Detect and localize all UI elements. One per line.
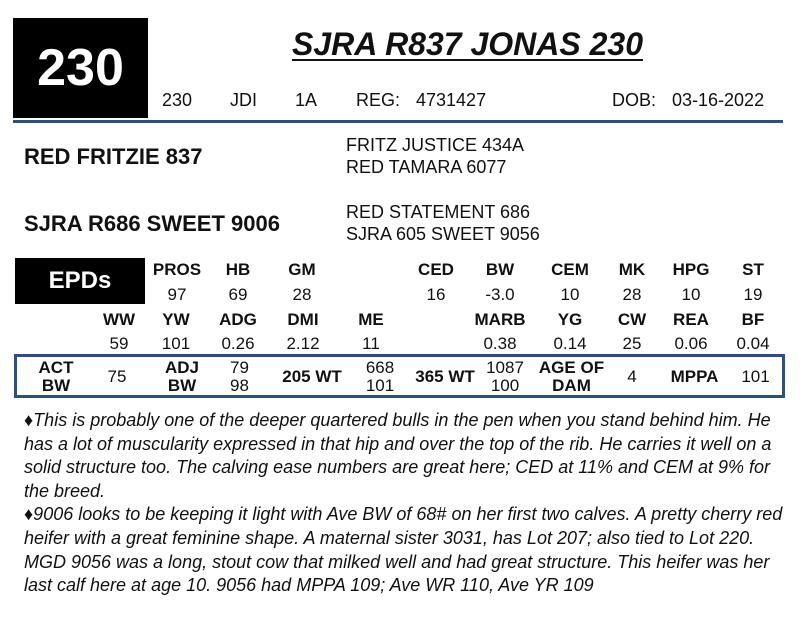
epd-ced-label: CED [418,260,454,279]
epd-hpg-value: 10 [681,285,701,304]
epd-yw-value: 101 [161,334,191,353]
epd-label-box [15,258,145,304]
epd-cem-value: 10 [560,285,580,304]
adj-bw-label-line2: BW [167,376,197,395]
epd-mk-label: MK [618,260,646,279]
sire-dam: RED TAMARA 6077 [346,157,507,177]
epd-label: EPDs [48,267,112,294]
adj-bw-ratio: 98 [230,376,249,395]
epd-hb-label: HB [225,260,251,279]
dob-label: DOB: [612,90,657,110]
act-bw-value: 75 [107,367,127,386]
epd-gm-label: GM [288,260,316,279]
epd-pros-label: PROS [152,260,202,279]
epd-rea-label: REA [673,310,709,329]
age-of-dam-label-line2: DAM [552,376,591,395]
dam-sire: RED STATEMENT 686 [346,202,531,222]
epd-pros-value: 97 [167,285,187,304]
epd-marb-value: 0.38 [483,334,517,353]
epd-hb-value: 69 [228,285,248,304]
act-bw-label-line2: BW [41,376,71,395]
comment-bull: ♦This is probably one of the deeper quartered bulls in the pen when you stand behind him. He has a lot of muscularity expressed in that hip and over the top of the rib. He carries it well on a solid structure too. The calving ease numbers are great here; CED at 11% and CEM at 9% for the breed. [24,410,772,501]
wt365-values [479,359,531,395]
wt365-ratio: 100 [490,376,520,395]
epd-st-value: 19 [743,285,763,304]
epd-hpg-label: HPG [672,260,710,279]
epd-marb-label: MARB [474,310,526,329]
epd-bf-value: 0.04 [736,334,770,353]
sire: RED FRITZIE 837 [24,144,203,169]
wt365-label: 365 WT [415,367,475,386]
act-bw-label-line1: ACT [38,358,74,377]
wt365-value: 1087 [486,358,524,377]
epd-adg-value: 0.26 [221,334,255,353]
wt205-values [355,359,405,395]
epd-yw-label: YW [162,310,190,329]
epd-dmi-label: DMI [287,310,319,329]
epd-cem-label: CEM [551,260,589,279]
lot-number: 230 [37,39,124,97]
dam-dam: SJRA 605 SWEET 9056 [346,224,540,244]
epd-ww-label: WW [102,310,136,329]
epd-cw-value: 25 [622,334,642,353]
owner: JDI [230,90,257,110]
adj-bw-value: 79 [230,358,249,377]
age-of-dam-label-line1: AGE OF [538,358,605,377]
epd-st-label: ST [742,260,764,279]
wt205-value: 668 [365,358,395,377]
animal-name: SJRA R837 JONAS 230 [292,26,643,62]
wt205-ratio: 101 [365,376,395,395]
epd-yg-value: 0.14 [553,334,587,353]
epd-cw-label: CW [617,310,647,329]
adj-bw-values [217,359,262,395]
comment-dam: ♦9006 looks to be keeping it light with Ave BW of 68# on her first two calves. A pretty cherry red heifer with a great feminine shape. A maternal sister 3031, has Lot 207; also tied to Lot 220. MGD 9056 was a long, stout cow that milked well and had great structure. This heifer was her last calf here at age 10. 9056 had MPPA 109; Ave WR 110, Ave YR 109 [24,504,783,596]
epd-gm-value: 28 [292,285,312,304]
tattoo: 230 [162,90,193,110]
adj-bw-label [157,359,207,395]
epd-mk-value: 28 [622,285,642,304]
comments [24,409,786,598]
reg-number: 4731427 [416,90,487,110]
act-bw-label [31,359,81,395]
epd-me-label: ME [358,310,384,329]
age-of-dam-value: 4 [627,367,637,386]
reg-label: REG: [356,90,401,110]
dam-parents [346,201,540,245]
dob-value: 03-16-2022 [672,90,765,110]
epd-dmi-value: 2.12 [286,334,320,353]
adj-bw-label-line1: ADJ [164,358,199,377]
lot-number-box [13,18,148,118]
epd-ww-value: 59 [109,334,129,353]
weights-box [14,354,785,398]
mppa-value: 101 [741,367,770,386]
epd-bw-label: BW [485,260,515,279]
sire-sire: FRITZ JUSTICE 434A [346,135,525,155]
epd-ced-value: 16 [426,285,446,304]
class: 1A [295,90,318,110]
epd-bf-label: BF [741,310,765,329]
epd-bw-value: -3.0 [485,285,515,304]
sire-parents [346,134,524,178]
header-divider [13,120,783,123]
epd-me-value: 11 [362,334,380,353]
wt205-label: 205 WT [282,367,342,386]
epd-yg-label: YG [557,310,583,329]
age-of-dam-label [534,359,609,395]
epd-rea-value: 0.06 [674,334,708,353]
mppa-label: MPPA [670,367,719,386]
epd-adg-label: ADG [219,310,257,329]
dam: SJRA R686 SWEET 9006 [24,211,280,236]
